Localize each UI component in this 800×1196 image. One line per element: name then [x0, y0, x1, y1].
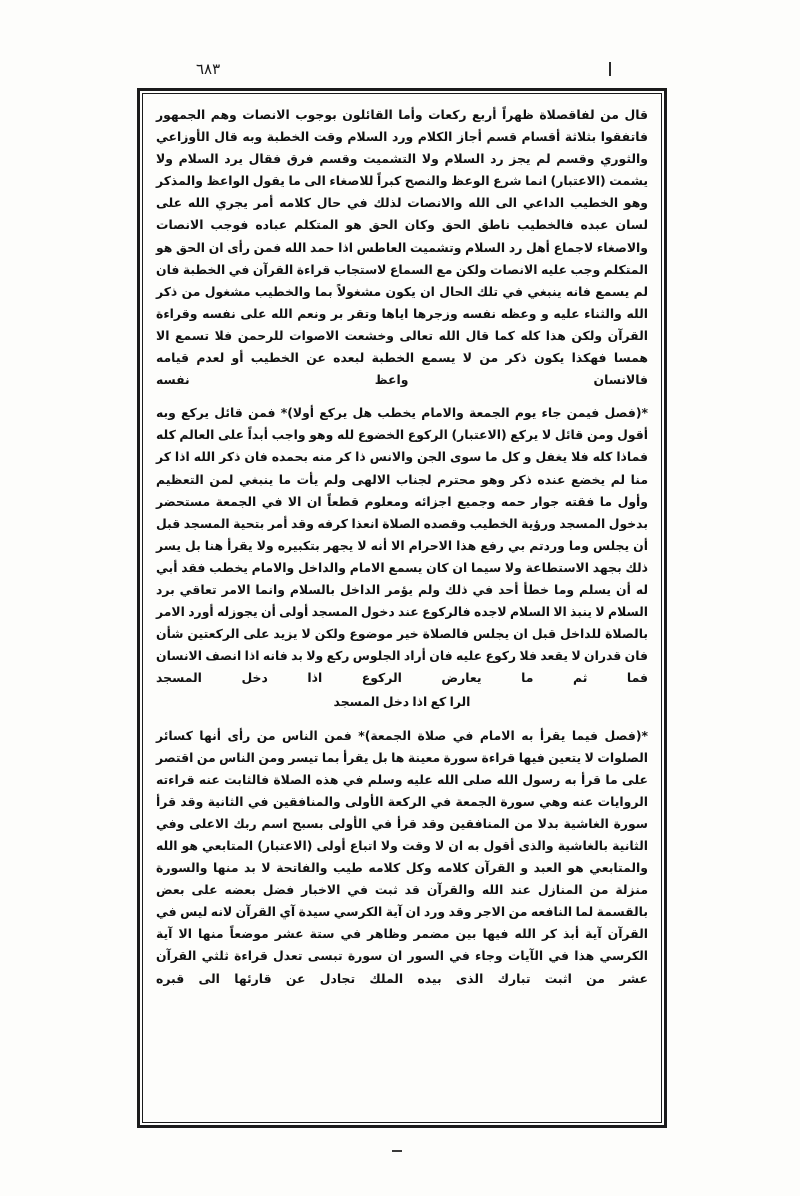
top-margin-tick — [609, 62, 611, 76]
footer-margin-tick — [392, 1150, 402, 1152]
paragraph-last-line: الرا كع اذا دخل المسجد — [333, 694, 471, 710]
paragraph: *(فصل فيمن جاء يوم الجمعة والامام يخطب هل يركع أولا)* فمن قائل يركع وبه أقول ومن قائل لا يركع (الاعتبار) الركوع الخضوع لله وهو واجب أبداً على العالم كله فماذا كله فلا يغفل و كل ما سوى الجن والانس ذا كر منه بحمده فان ذكر الله اذا كر منا لم يخضع عنده ذكر وهو محترم لجناب الالهى ولم يأت ما ينبغي لمن التعظيم وأول ما فقته جوار حمه وجميع اجزائه ومعلوم قطعاً ان الا في الجمعة مستحضر بدخول المسجد ورؤية الخطيب وقصده الصلاة انعذا كرفه وقد أمر بتحية المسجد قبل أن يجلس وما وردتم بي رفع هذا الاحرام الا أنه لا يجهر بتكبيره ولا يقرأ هنا بل يسر ذلك بجهد الاستطاعة ولا سيما ان كان يسمع الامام والداخل والامام يخطب فقد أبي له أن يسلم وما خطأ أحد في ذلك ولم يؤمر الداخل بالسلام وانما الامر تعاقي برد السلام لا ينبذ الا السلام لاجده فالركوع عند دخول المسجد أولى أن يجوزله أورد الامر بالصلاة للداخل قبل ان يجلس فالصلاة خير موضوع ولكن لا يزيد على الركعتين شأن فان قدران لا يقعد فلا ركوع عليه فان أراد الجلوس ركع ولا بد فانه اذا انصف الانسان فما ثم ما يعارض الركوع اذا دخل المسجد — [156, 405, 648, 686]
page-number: ٦٨٣ — [196, 60, 221, 78]
paragraph: *(فصل فيما يقرأ به الامام في صلاة الجمعة)* فمن الناس من رأى أنها كسائر الصلوات لا يتعين فيها قراءة سورة معينة ها بل يقرأ بما تيسر ومن الناس من اقتصر على ما قرأ به رسول الله صلى الله عليه وسلم في هذه الصلاة فالثابت عنه قراءته الروايات عنه وهي سورة الجمعة في الركعة الأولى والمنافقين في الثانية وقد قرأ سورة الغاشية بدلا من المنافقين وقد قرأ في الأولى بسبح اسم ربك الاعلى وفي الثانية بالغاشية والذى أقول به ان لا وقت ولا اتباع أولى (الاعتبار) المتابعي هو الله والمتابعي هو العبد و القرآن كلامه وكل كلامه طيب والفاتحة لا بد منها والسورة منزلة من المنازل عند الله والقرآن قد ثبت في الاخبار فضل بعضه على بعض بالقسمة لما النافعه من الاجر وقد ورد ان آية الكرسي سيدة آي القرآن لانه ليس في القرآن آية أبذ كر الله فيها بين مضمر وظاهر في ستة عشر موضعاً منها الا آية الكرسي هذا في الآيات وجاء في السور ان سورة تبسى تعدل قراءة ثلثي القرآن عشر من اثبت تبارك الذى بيده الملك تجادل عن قارئها الى قبره — [156, 727, 648, 986]
paragraph: قال من لفاقصلاة ظهراً أربع ركعات وأما القائلون بوجوب الانصات وهم الجمهور فاتفقوا بثلاثة أقسام قسم أجاز الكلام ورد السلام وقت الخطبة وبه قال الأوزاعي والثوري وقسم لم يجز رد السلام ولا التشميت وقسم فرق فقال يرد السلام ولا يشمت (الاعتبار) انما شرع الوعظ والنصح كبراً للاصغاء الى ما يقول الواعظ والمذكر وهو الخطيب الداعي الى الله والانصات لذلك في حال كلامه أمر يجري الله على لسان عبده فالخطيب ناطق الحق وكان الحق هو المتكلم عباده فوجب الانصات والاصغاء لاجماع أهل رد السلام وتشميت العاطس اذا حمد الله فمن رأى ان الحق هو المتكلم وجب عليه الانصات ولكن مع السماع لاستجاب قراءة القرآن في الخطبة فان لم يسمع فانه ينبغي في تلك الحال ان يكون مشغولاً بما والخطيب مشغول من ذكر الله والثناء عليه و وعظه نفسه وزجرها اياها وتقر بر ونعم الله على نفسه وقراءة القرآن ولكن هذا كله كما قال الله تعالى وخشعت الاصوات للرحمن فلا تسمع الا همسا فهكذا يكون ذكر من لا يسمع الخطبة لبعده عن الخطيب أو لعدم قيامه فالانسان واعظ نفسه — [156, 107, 648, 388]
text-block — [150, 100, 654, 1116]
